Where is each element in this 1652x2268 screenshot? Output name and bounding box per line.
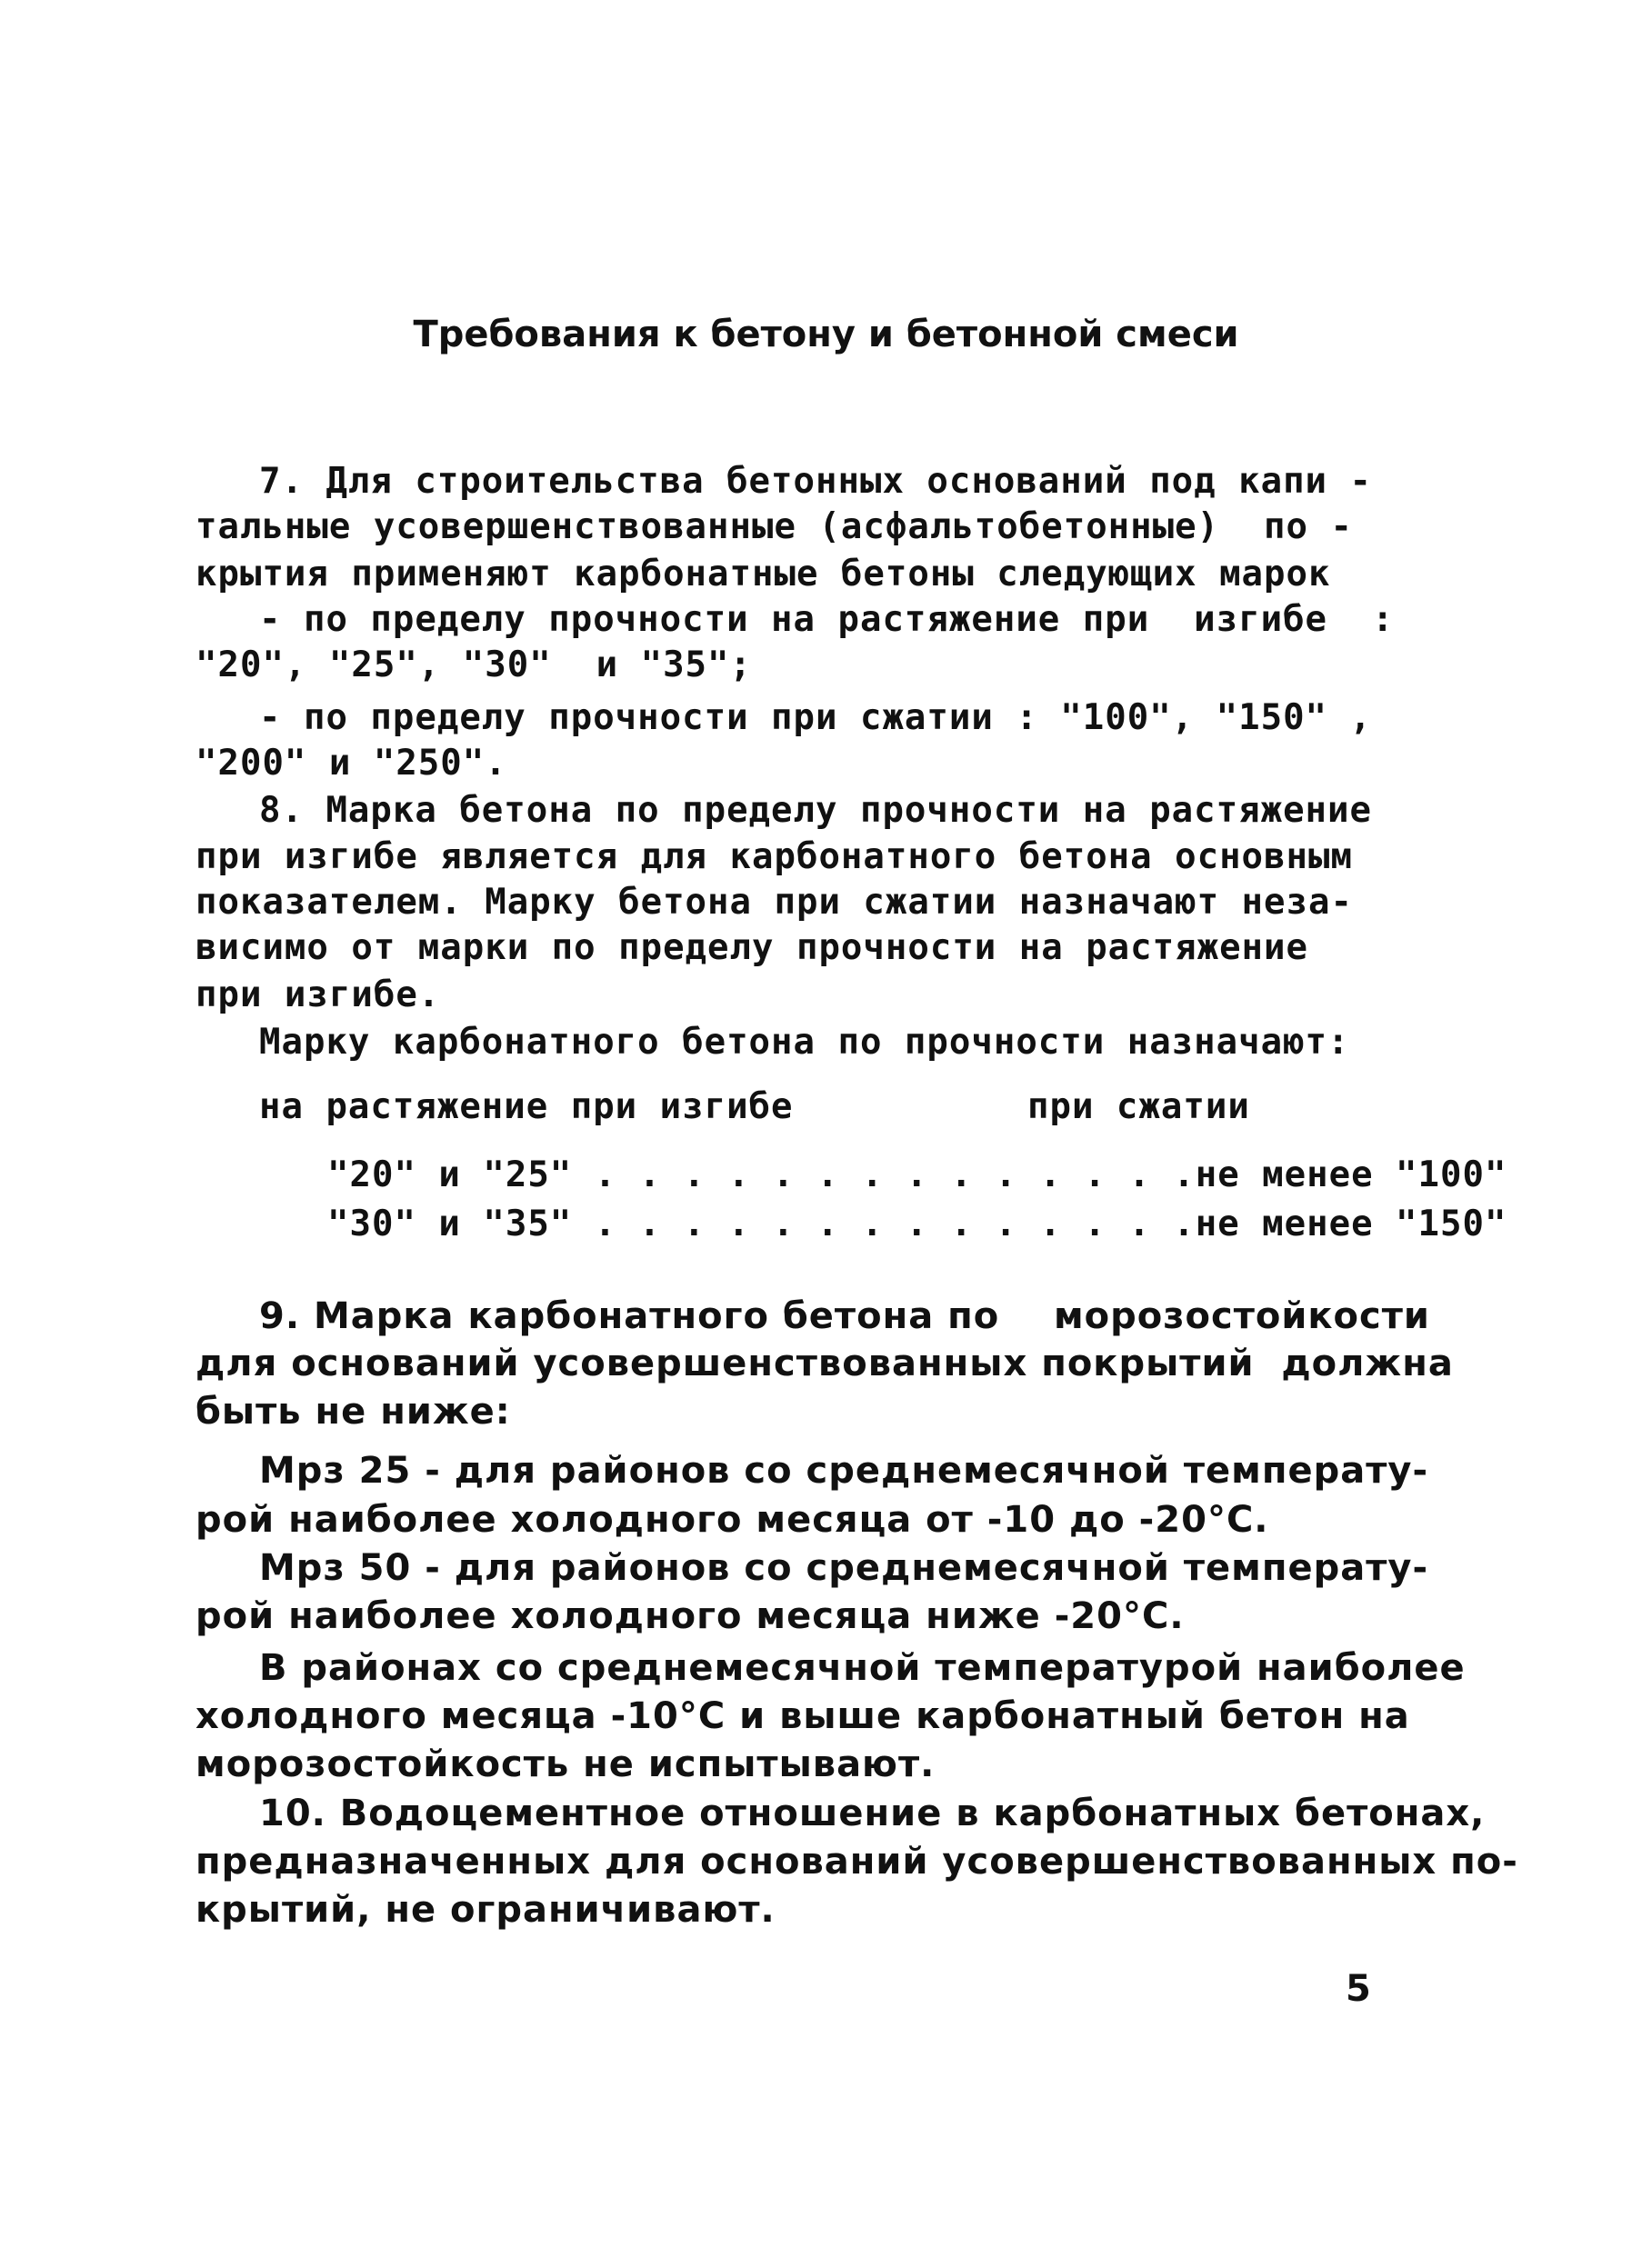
text-line: 7. Для строительства бетонных оснований под капи - xyxy=(259,461,1372,502)
table-row: "30" и "35" . . . . . . . . . . . . . .не менее "150" xyxy=(327,1204,1507,1244)
text-line: для оснований усовершенствованных покрытий должна xyxy=(195,1343,1454,1384)
text-line: морозостойкость не испытывают. xyxy=(195,1743,936,1785)
text-line: холодного месяца -10°С и выше карбонатный бетон на xyxy=(195,1695,1410,1737)
text-line: "20", "25", "30" и "35"; xyxy=(195,644,752,685)
text-line: при изгибе. xyxy=(195,974,441,1015)
text-line: при изгибе является для карбонатного бетона основным xyxy=(195,836,1353,877)
text-line: Мрз 25 - для районов со среднемесячной температу- xyxy=(259,1450,1429,1492)
text-line: рой наиболее холодного месяца от -10 до -20°С. xyxy=(195,1499,1269,1541)
text-line: предназначенных для оснований усовершенствованных по- xyxy=(195,1841,1518,1883)
text-line: Мрз 50 - для районов со среднемесячной температу- xyxy=(259,1547,1429,1589)
text-line: 8. Марка бетона по пределу прочности на растяжение xyxy=(259,790,1372,831)
text-line: 10. Водоцементное отношение в карбонатных бетонах, xyxy=(259,1793,1486,1834)
text-line: Марку карбонатного бетона по прочности назначают: xyxy=(259,1022,1350,1063)
table-row: "20" и "25" . . . . . . . . . . . . . .не менее "100" xyxy=(327,1154,1507,1195)
text-line: быть не ниже: xyxy=(195,1391,511,1433)
page-number: 5 xyxy=(1346,1968,1371,2010)
text-line: крытий, не ограничивают. xyxy=(195,1889,776,1931)
table-header-tension: на растяжение при изгибе xyxy=(259,1086,794,1127)
text-line: висимо от марки по пределу прочности на растяжение xyxy=(195,927,1308,968)
text-line: рой наиболее холодного месяца ниже -20°С. xyxy=(195,1595,1185,1637)
text-line: "200" и "250". xyxy=(195,743,507,784)
text-line: - по пределу прочности на растяжение при изгибе : xyxy=(259,599,1395,640)
text-line: показателем. Марку бетона при сжатии назначают неза- xyxy=(195,882,1353,923)
page-title: Требования к бетону и бетонной смеси xyxy=(413,314,1239,355)
text-line: тальные усовершенствованные (асфальтобетонные) по - xyxy=(195,506,1353,547)
text-line: В районах со среднемесячной температурой наиболее xyxy=(259,1647,1466,1689)
text-line: 9. Марка карбонатного бетона по морозостойкости xyxy=(259,1295,1430,1337)
text-line: - по пределу прочности при сжатии : "100", "150" , xyxy=(259,697,1372,738)
text-line: крытия применяют карбонатные бетоны следующих марок xyxy=(195,554,1331,594)
table-header-compression: при сжатии xyxy=(1027,1086,1250,1127)
